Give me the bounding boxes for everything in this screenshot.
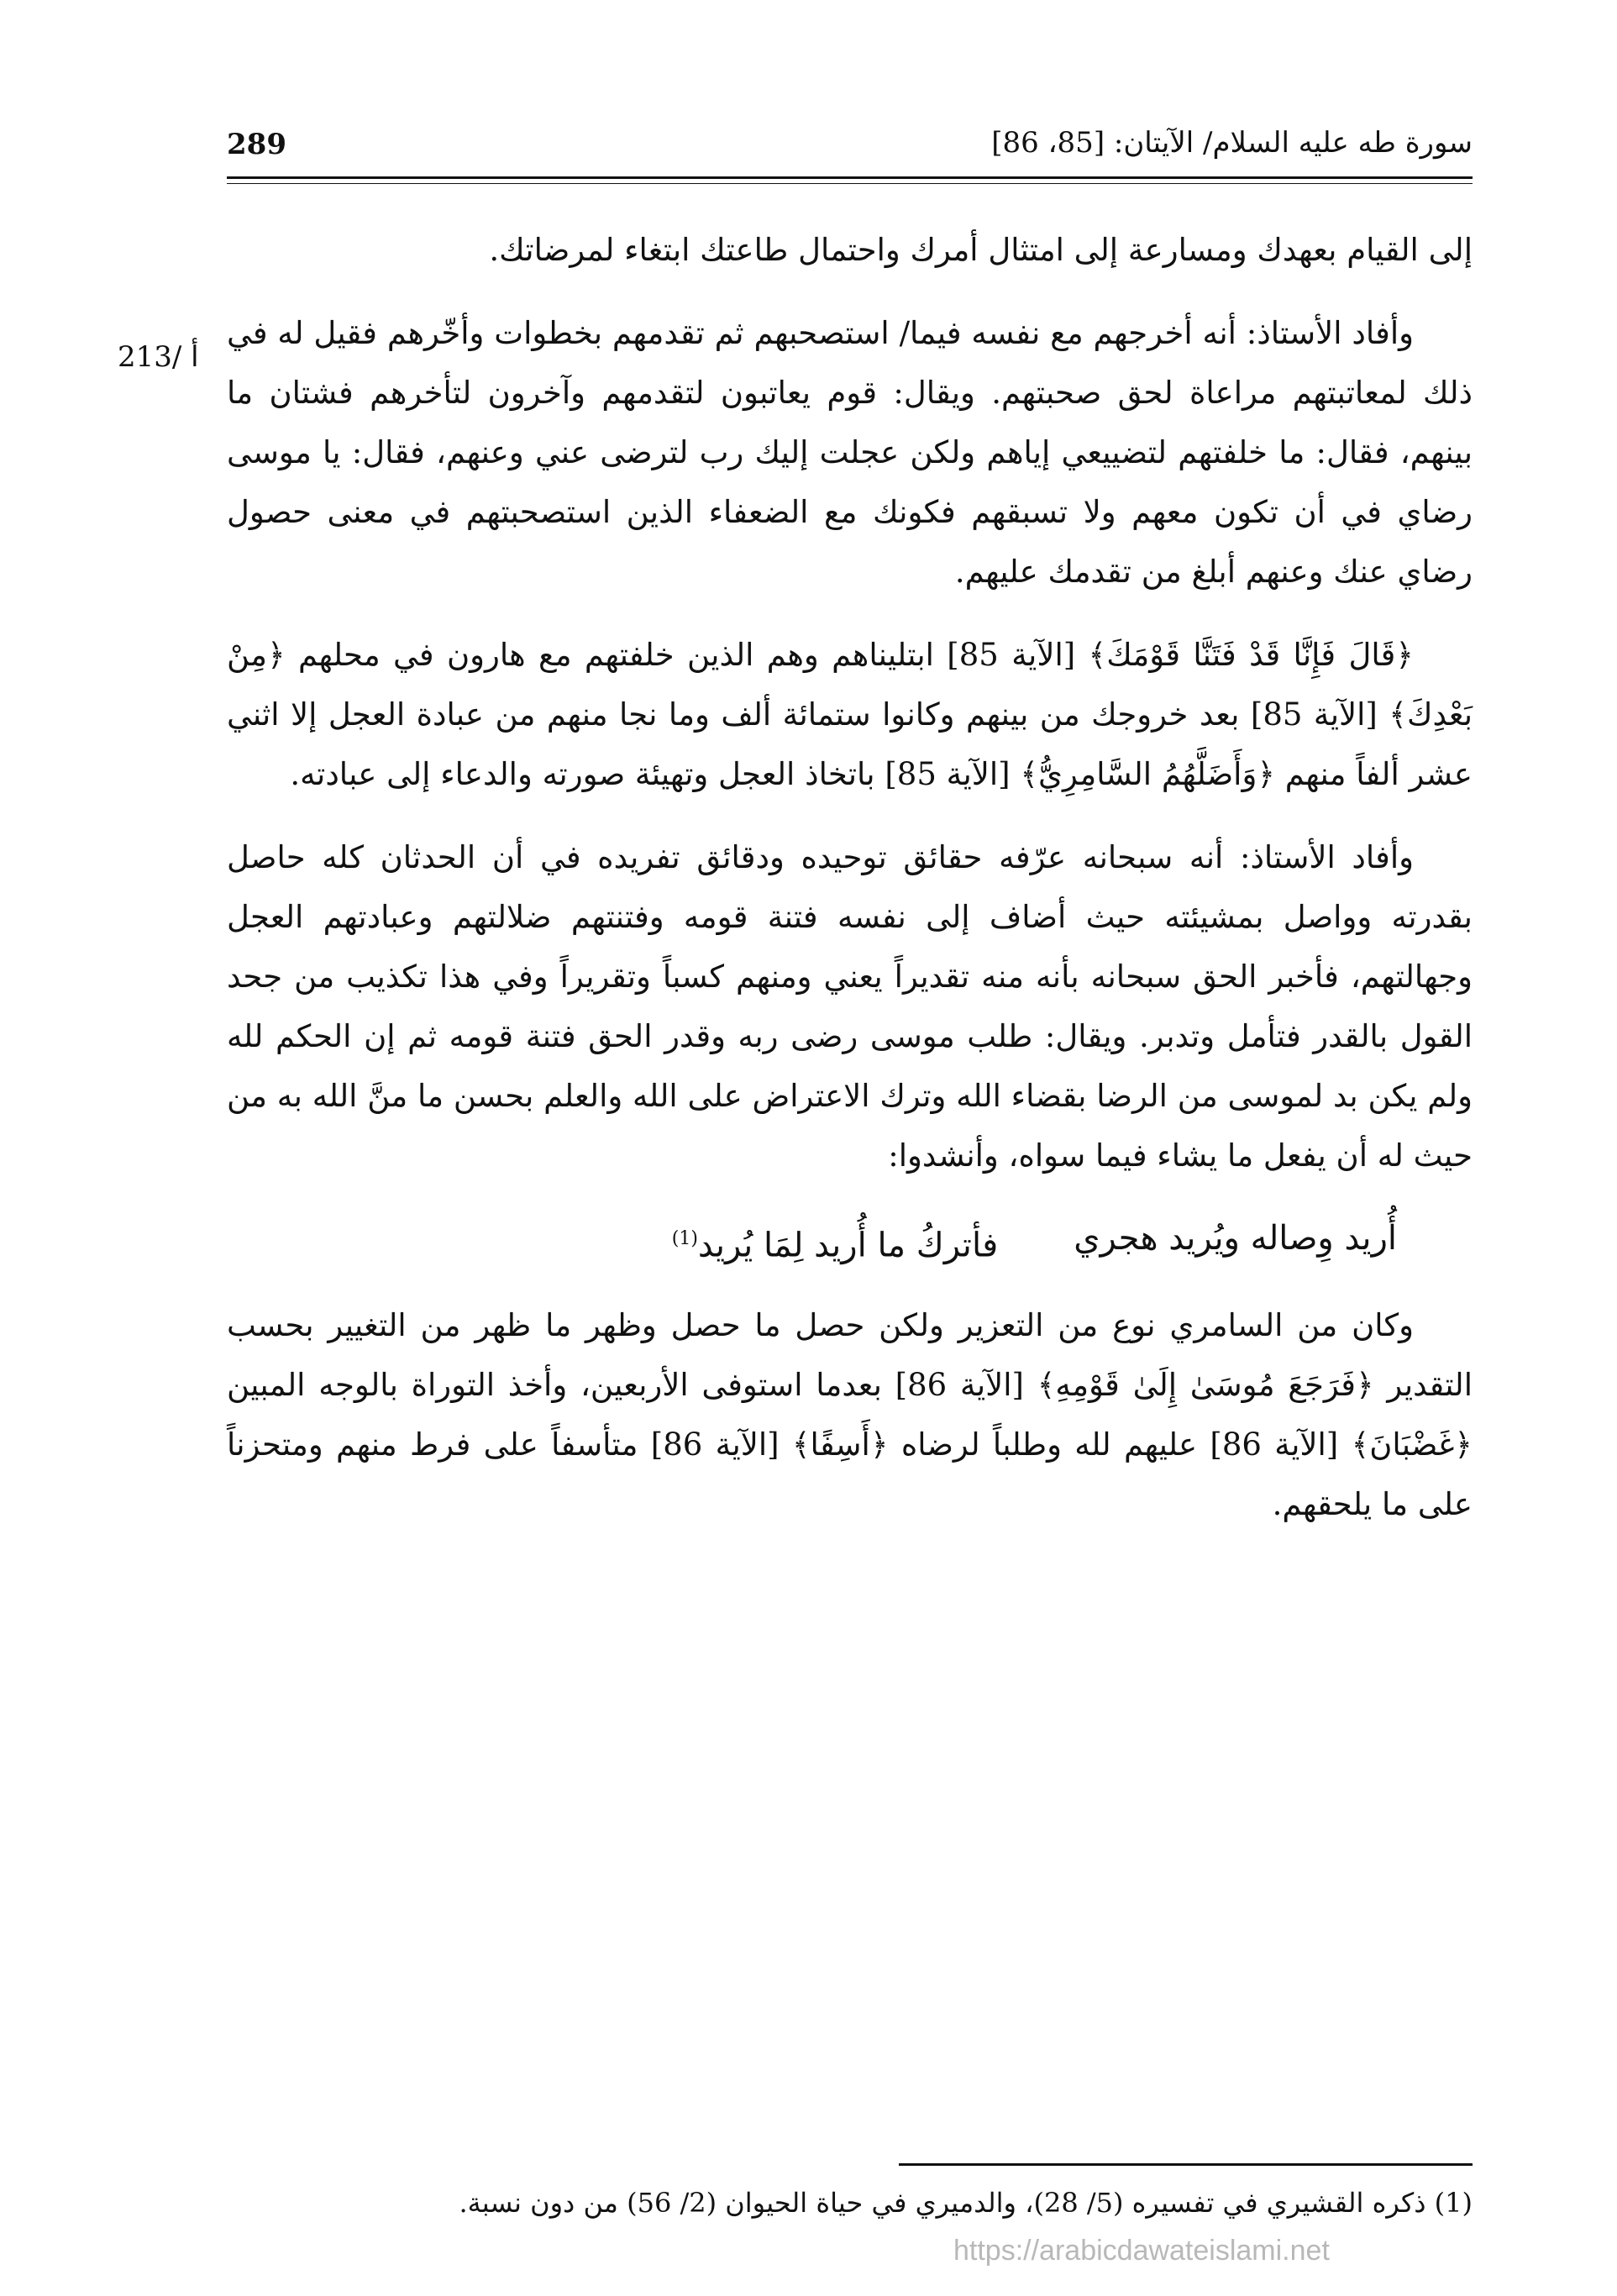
header-title: سورة طه عليه السلام/ الآيتان: [85، 86] xyxy=(991,126,1473,160)
paragraph-4: وأفاد الأستاذ: أنه سبحانه عرّفه حقائق توحيده ودقائق تفريده في أن الحدثان كله حاصل بقدرته وواصل بمشيئته حيث أضاف إلى نفسه فتنة قومه وفتنتهم ضلالتهم وعبادتهم العجل وجهالتهم، فأخبر الحق سبحانه بأنه منه تقديراً يعني ومنهم كسباً وتقريراً وفي هذا تكذيب من جحد القول بالقدر فتأمل وتدبر. ويقال: طلب موسى رضى ربه وقدر الحق فتنة قومه ثم إن الحكم لله ولم يكن بد لموسى من الرضا بقضاء الله وترك الاعتراض على الله والعلم بحسن ما منَّ الله به من حيث له أن يفعل ما يشاء فيما سواه، وأنشدوا: xyxy=(227,839,1473,1174)
footnote-rule xyxy=(899,2163,1473,2166)
footnote: (1) ذكره القشيري في تفسيره (5/ 28)، والدميري في حياة الحيوان (2/ 56) من دون نسبة. xyxy=(459,2187,1473,2219)
footnote-marker: (1) xyxy=(671,1228,698,1249)
paragraph-1: إلى القيام بعهدك ومسارعة إلى امتثال أمرك واحتمال طاعتك ابتغاء لمرضاتك. xyxy=(489,232,1473,268)
running-header xyxy=(227,126,1473,176)
poem-hemistich-2: فأتركُ ما أُريد لِمَا يُريد$^{(1)}$ xyxy=(671,1226,999,1265)
paragraph-3: ﴿قَالَ فَإِنَّا قَدْ فَتَنَّا قَوْمَكَ﴾ [الآية 85] ابتليناهم وهم الذين خلفتهم مع هارون في محلهم ﴿مِنْ بَعْدِكَ﴾ [الآية 85] بعد خروجك من بينهم وكانوا ستمائة ألف وما نجا منهم من عبادة العجل إلا اثني عشر ألفاً منهم ﴿وَأَضَلَّهُمُ السَّامِرِيُّ﴾ [الآية 85] باتخاذ العجل وتهيئة صورته والدعاء إلى عبادته. xyxy=(227,637,1473,792)
header-rule-thin xyxy=(227,183,1473,184)
page-number: 289 xyxy=(227,128,286,161)
main-text xyxy=(227,220,1473,1558)
watermark-url: https://arabicdawateislami.net xyxy=(953,2235,1330,2267)
header-rule xyxy=(227,176,1473,179)
poem-verse xyxy=(227,1209,1473,1275)
paragraph-5: وكان من السامري نوع من التعزير ولكن حصل ما حصل وظهر ما ظهر من التغيير بحسب التقدير ﴿فَرَجَعَ مُوسَىٰ إِلَىٰ قَوْمِهِ﴾ [الآية 86] بعدما استوفى الأربعين، وأخذ التوراة بالوجه المبين ﴿غَضْبَانَ﴾ [الآية 86] عليهم لله وطلباً لرضاه ﴿أَسِفًا﴾ [الآية 86] متأسفاً على فرط منهم ومتحزناً على ما يلحقهم. xyxy=(227,1307,1473,1523)
margin-folio-note: 213/ أ xyxy=(118,340,199,374)
paragraph-2: وأفاد الأستاذ: أنه أخرجهم مع نفسه فيما/ استصحبهم ثم تقدمهم بخطوات وأخّرهم فقيل له في ذلك لمعاتبتهم مراعاة لحق صحبتهم. ويقال: قوم يعاتبون لتقدمهم وآخرون لتأخرهم فشتان ما بينهم، فقال: ما خلفتهم لتضييعي إياهم ولكن عجلت إليك رب لترضى عني وعنهم، فقال: يا موسى رضاي في أن تكون معهم ولا تسبقهم فكونك مع الضعفاء الذين استصحبتهم في معنى حصول رضاي عنك وعنهم أبلغ من تقدمك عليهم. xyxy=(227,315,1473,590)
poem-hemistich-1: أُريد وِصاله ويُريد هجري xyxy=(1074,1219,1397,1258)
